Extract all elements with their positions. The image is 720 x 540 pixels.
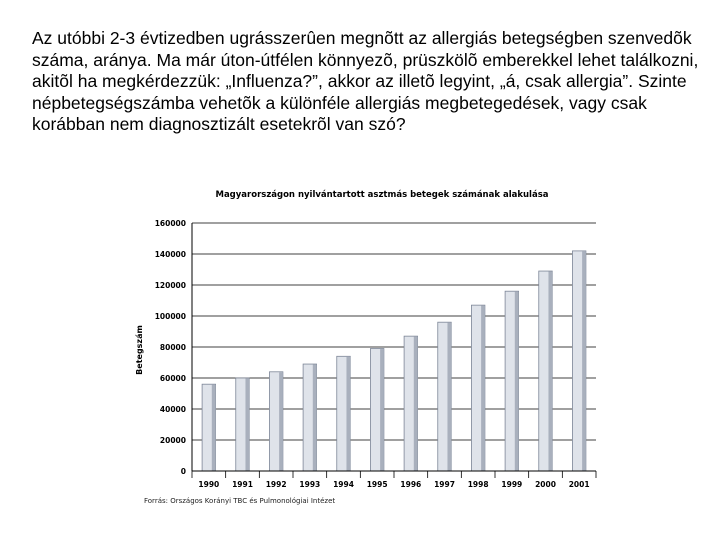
bar-shade <box>380 349 384 471</box>
x-tick-label: 1994 <box>333 480 354 489</box>
asthma-bar-chart <box>130 185 605 515</box>
x-tick-label: 1992 <box>265 480 287 489</box>
x-tick-label: 1993 <box>299 480 321 489</box>
bars <box>202 251 586 471</box>
bar-shade <box>346 357 350 471</box>
y-tick-labels <box>155 219 186 476</box>
bar <box>269 372 282 471</box>
bar <box>370 349 383 471</box>
bar <box>471 305 484 471</box>
x-tick-label: 1999 <box>501 480 523 489</box>
bar-shade <box>279 372 283 471</box>
x-tick-label: 1997 <box>434 480 455 489</box>
source-note: Forrás: Országos Korányi TBC és Pulmonológiai Intézet <box>144 497 336 505</box>
chart-svg <box>130 185 605 515</box>
bar <box>572 251 585 471</box>
bar-shade <box>515 292 519 471</box>
x-tick-label: 1998 <box>467 480 489 489</box>
x-tick-label: 1991 <box>232 480 253 489</box>
bar <box>236 378 249 471</box>
x-tick-label: 2001 <box>568 480 590 489</box>
bar-shade <box>481 306 485 471</box>
bar-shade <box>212 385 216 471</box>
bar <box>539 271 552 471</box>
bar-shade <box>582 251 586 471</box>
x-tick-label: 2000 <box>535 480 556 489</box>
y-tick-label: 160000 <box>154 219 186 228</box>
bar-shade <box>245 379 249 472</box>
bar-shade <box>414 337 418 471</box>
y-tick-label: 120000 <box>154 281 186 290</box>
grid-lines <box>192 223 596 471</box>
bar <box>438 322 451 471</box>
x-tick-label: 1990 <box>198 480 220 489</box>
x-tick-labels <box>192 471 596 489</box>
bar-shade <box>548 272 552 471</box>
bar <box>337 356 350 471</box>
x-tick-label: 1996 <box>400 480 422 489</box>
intro-text <box>32 28 702 136</box>
chart-title: Magyarországon nyilvántartott asztmás betegek számának alakulása <box>215 190 549 200</box>
bar <box>404 336 417 471</box>
intro-paragraph: Az utóbbi 2-3 évtizedben ugrásszerûen megnõtt az allergiás betegségben szenvedõk száma, aránya. Ma már úton-útfélen könnyezõ, prüszkölõ emberekkel lehet találkozni, akitõl ha megkérdezzük: „Influenza?”, akkor az illetõ legyint, „á, csak allergia”. Szinte népbetegségszámba vehetõk a különféle allergiás megbetegedések, vagy csak korábban nem diagnosztizált esetekrõl van szó? <box>32 28 699 134</box>
bar <box>202 384 215 471</box>
y-tick-label: 80000 <box>159 343 186 352</box>
y-tick-label: 40000 <box>159 405 186 414</box>
y-axis-label: Betegszám <box>135 325 144 375</box>
y-tick-label: 20000 <box>159 436 186 445</box>
y-tick-label: 140000 <box>154 250 186 259</box>
bar <box>303 364 316 471</box>
x-tick-label: 1995 <box>366 480 388 489</box>
bar-shade <box>313 365 317 471</box>
bar <box>505 291 518 471</box>
y-tick-label: 60000 <box>159 374 186 383</box>
bar-shade <box>447 323 451 471</box>
y-tick-label: 0 <box>180 467 186 476</box>
y-tick-label: 100000 <box>154 312 186 321</box>
